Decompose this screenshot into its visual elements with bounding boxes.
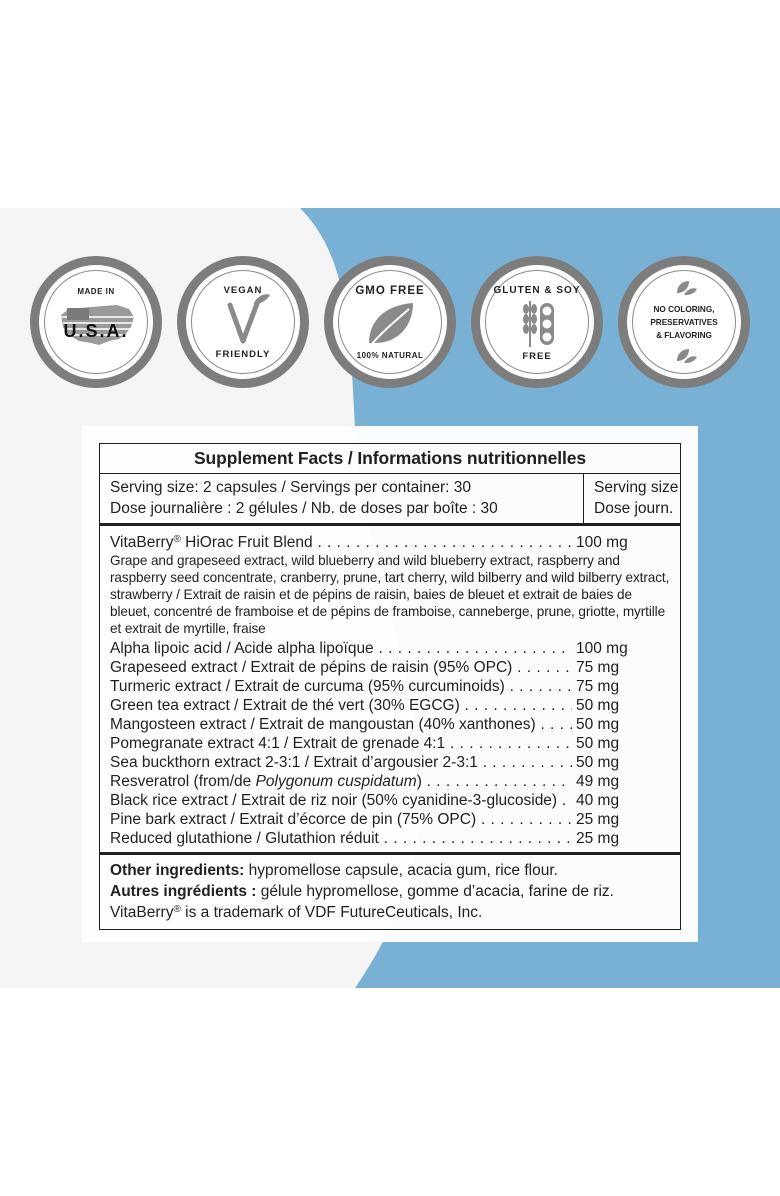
badge-line2: FRIENDLY xyxy=(215,349,271,360)
ingredient-amount: 75 mg xyxy=(576,678,620,695)
ingredient-row xyxy=(110,791,670,810)
badge-line2: U.S.A. xyxy=(63,321,129,341)
badge-line1: GMO FREE xyxy=(355,285,425,297)
autres-ingredients-text: gélule hypromellose, gomme d’acacia, farine de riz. VitaBerry xyxy=(110,883,614,921)
ingredient-amount: 25 mg xyxy=(576,830,620,847)
facts-panel xyxy=(82,426,698,942)
ingredient-amount: 75 mg xyxy=(576,659,620,676)
ingredient-amount: 50 mg xyxy=(576,697,620,714)
ingredient-name: Black rice extract / Extrait de riz noir (50% cyanidine-3-glucoside) . . . xyxy=(110,791,572,810)
ingredient-amount: 50 mg xyxy=(576,735,620,752)
ingredient-name: Grapeseed extract / Extrait de pépins de raisin (95% OPC) . . . xyxy=(110,658,572,677)
badge-no-coloring xyxy=(618,256,750,388)
ingredient-name: Alpha lipoic acid / Acide alpha lipoïque . . . xyxy=(110,639,572,658)
ingredient-row xyxy=(110,677,670,696)
serving-size-header-en: Serving size xyxy=(594,479,679,496)
badges-row xyxy=(0,256,780,396)
ingredient-row xyxy=(110,696,670,715)
ingredient-name: Mangosteen extract / Extrait de mangoustan (40% xanthones) . . . xyxy=(110,715,572,734)
serving-size-header-fr: Dose journ. xyxy=(594,500,674,517)
ingredient-name: Pine bark extract / Extrait d’écorce de pin (75% OPC) . . . xyxy=(110,810,572,829)
ingredient-amount: 50 mg xyxy=(576,754,620,771)
ingredient-row xyxy=(110,753,670,772)
badge-gluten-soy-free xyxy=(471,256,603,388)
ingredient-name: Turmeric extract / Extrait de curcuma (95% curcuminoids) . . . xyxy=(110,677,572,696)
ingredient-row xyxy=(110,810,670,829)
ingredient-row xyxy=(110,829,670,848)
trademark-text: is a trademark of VDF FutureCeuticals, Inc. xyxy=(180,904,483,921)
other-ingredients-label: Other ingredients: xyxy=(110,862,245,879)
ingredient-amount: 50 mg xyxy=(576,716,620,733)
serving-line-en: Serving size: 2 capsules / Servings per container: 30 xyxy=(110,479,471,496)
ingredient-amount: 25 mg xyxy=(576,811,620,828)
banner-background xyxy=(0,208,780,988)
ingredient-row xyxy=(110,639,670,658)
ingredient-row xyxy=(110,658,670,677)
badge-line1: MADE IN xyxy=(77,287,115,296)
badge-line2: FREE xyxy=(522,351,552,362)
ingredient-name: VitaBerry® HiOrac Fruit Blend . . . xyxy=(110,533,572,552)
badge-line1: NO COLORING, xyxy=(653,305,715,314)
ingredient-name: Reduced glutathione / Glutathion réduit . . . xyxy=(110,829,572,848)
ingredient-name: Green tea extract / Extrait de thé vert (30% EGCG) . . . xyxy=(110,696,572,715)
ingredient-name: Pomegranate extract 4:1 / Extrait de grenade 4:1 . . . xyxy=(110,734,572,753)
facts-title: Supplement Facts / Informations nutritionnelles xyxy=(100,444,680,474)
badge-made-in-usa xyxy=(30,256,162,388)
supplement-facts-table xyxy=(99,443,681,930)
ingredient-row xyxy=(110,772,670,791)
serving-info xyxy=(100,474,680,526)
badge-line1: VEGAN xyxy=(223,285,263,296)
ingredients-list xyxy=(100,526,680,852)
serving-line-fr: Dose journalière : 2 gélules / Nb. de doses par boîte : 30 xyxy=(110,500,498,517)
badge-vegan-friendly xyxy=(177,256,309,388)
badge-line2: PRESERVATIVES xyxy=(650,318,718,327)
ingredient-row xyxy=(110,715,670,734)
leaf-icon xyxy=(333,265,447,379)
ingredient-amount: 49 mg xyxy=(576,773,620,790)
ingredient-amount: 100 mg xyxy=(576,534,628,551)
ingredient-name: Resveratrol (from/de Polygonum cuspidatum) . . . xyxy=(110,772,572,791)
ingredient-amount: 40 mg xyxy=(576,792,620,809)
badge-line3: & FLAVORING xyxy=(656,331,712,340)
other-ingredients: Other ingredients: hypromellose capsule, acacia gum, rice flour. Autres ingrédients : gélule hypromellose, gomme d’acacia, farine de riz. VitaBerry® is a trademark of VDF FutureCeuticals, Inc. xyxy=(100,852,680,929)
badge-line1: GLUTEN & SOY xyxy=(493,285,581,296)
blend-description: Grape and grapeseed extract, wild blueberry and wild blueberry extract, raspberry and raspberry seed concentrate, cranberry, prune, tart cherry, wild bilberry and wild bilberry extract, strawberry / Extrait de raisin et de pépins de raisin, baies de bleuet et extrait de baies de bleuet, concentré de framboise et de pépins de framboise, canneberge, prune, griotte, myrtille et extrait de myrtille, fraise xyxy=(110,553,670,636)
ingredient-amount: 100 mg xyxy=(576,640,628,657)
badge-line2: 100% NATURAL xyxy=(356,351,424,360)
ingredient-name: Sea buckthorn extract 2-3:1 / Extrait d’argousier 2-3:1 . . . xyxy=(110,753,572,772)
badge-gmo-free xyxy=(324,256,456,388)
v-leaf-icon xyxy=(186,265,300,379)
autres-ingredients-label: Autres ingrédients : xyxy=(110,883,257,900)
other-ingredients-text: hypromellose capsule, acacia gum, rice flour. xyxy=(244,862,558,879)
ingredient-row xyxy=(110,533,670,552)
ingredient-row xyxy=(110,734,670,753)
